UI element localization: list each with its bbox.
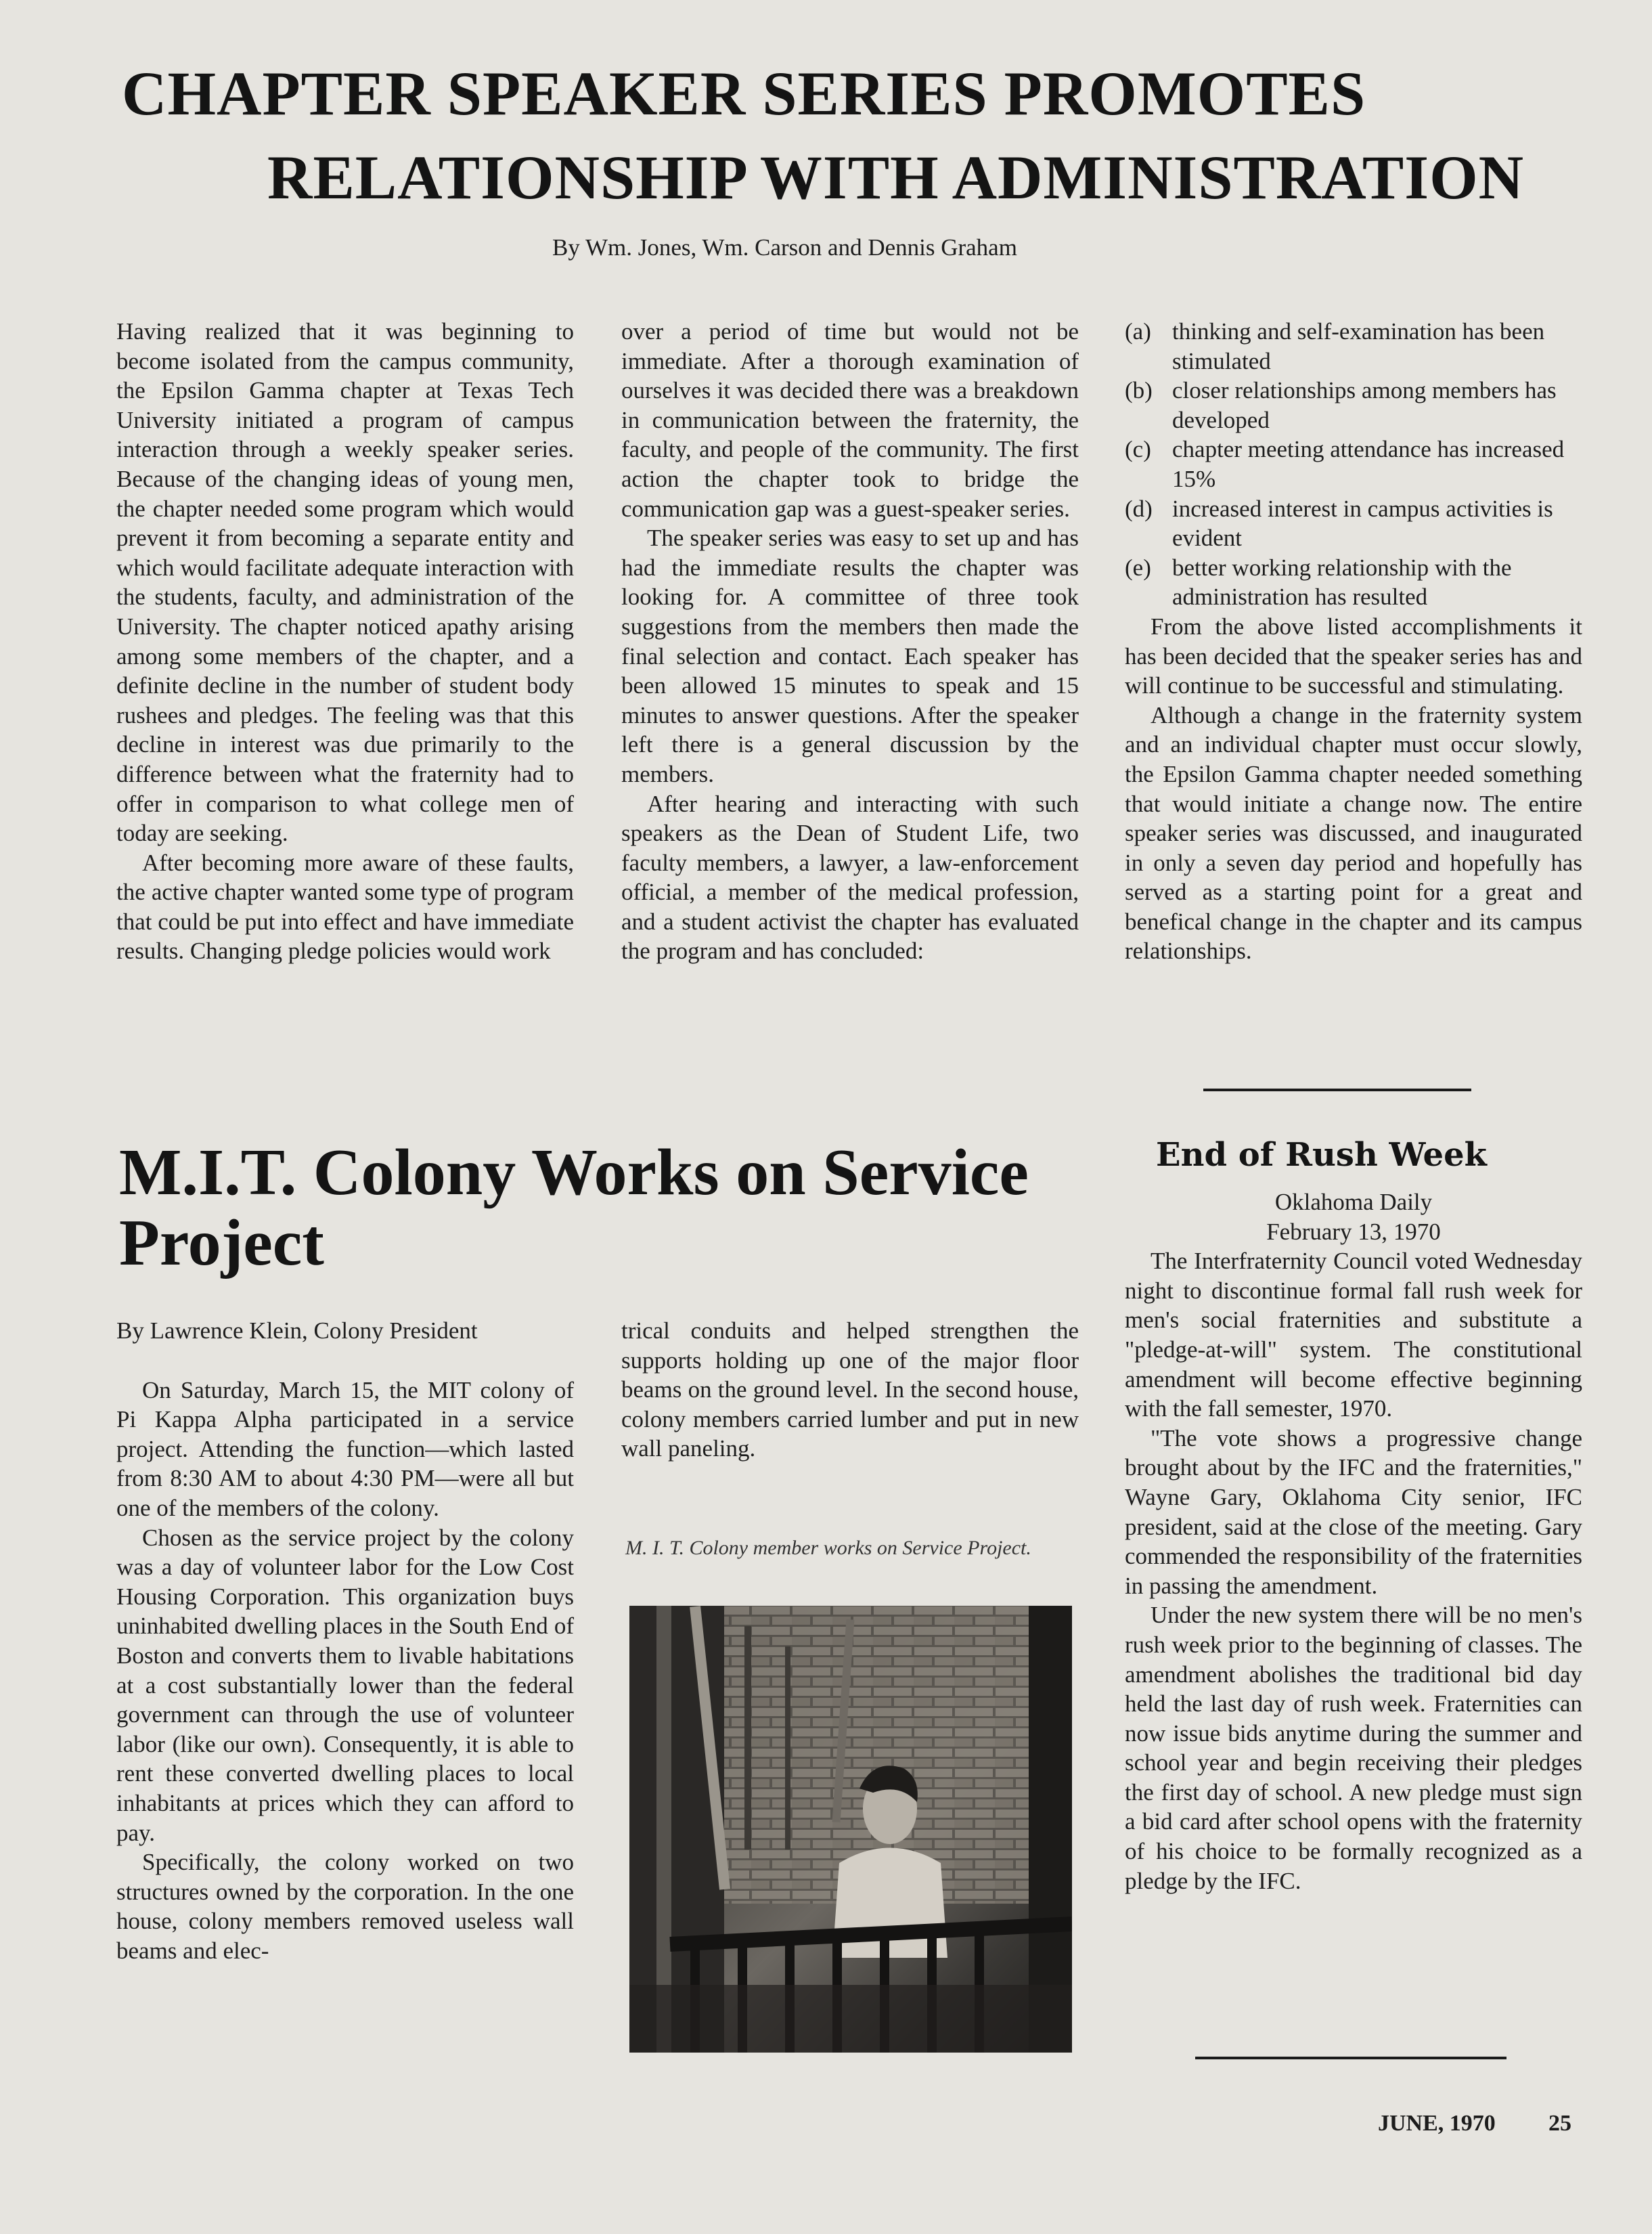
article3-title: End of Rush Week xyxy=(1156,1136,1487,1174)
article2-title xyxy=(119,1137,1100,1278)
photo-illustration xyxy=(629,1606,1072,2053)
article2-column-2 xyxy=(621,1316,1079,1464)
article1-title-line1: CHAPTER SPEAKER SERIES PROMOTES xyxy=(122,59,1366,128)
list-text: chapter meeting attendance has increased 15% xyxy=(1172,436,1565,492)
article1-byline: By Wm. Jones, Wm. Carson and Dennis Graham xyxy=(552,234,1017,261)
article1-column-2 xyxy=(621,317,1079,966)
list-item xyxy=(1125,435,1582,494)
paragraph: After becoming more aware of these faults, the active chapter wanted some type of program that could be put into effect and have immediate results. Changing pledge policies would work xyxy=(116,849,574,965)
article1-column-1 xyxy=(116,317,574,966)
article3-date: February 13, 1970 xyxy=(1266,1218,1441,1245)
article1-column-3 xyxy=(1125,317,1582,966)
paragraph: The speaker series was easy to set up and has had the immediate results the chapter was looking for. A committee of three took suggestions from the members then made the final selection and contact. Each speaker has been allowed 15 minutes to speak and 15 minutes to answer questions. After the speaker left there is a general discussion by the members. xyxy=(621,525,1079,787)
list-label: (e) xyxy=(1125,554,1151,581)
article3-source: Oklahoma Daily xyxy=(1274,1189,1433,1215)
list-item xyxy=(1125,553,1582,612)
paragraph: On Saturday, March 15, the MIT colony of Pi Kappa Alpha participated in a service project. Attending the function—which lasted from 8:30 AM to about 4:30 PM—were all but one of the members of the colony. xyxy=(116,1376,574,1521)
list-item xyxy=(1125,317,1582,376)
list-text: closer relationships among members has developed xyxy=(1172,377,1557,433)
list-text: thinking and self-examination has been stimulated xyxy=(1172,318,1545,374)
article1-title-line2: RELATIONSHIP WITH ADMINISTRATION xyxy=(267,143,1525,212)
paragraph: Although a change in the fraternity system and an individual chapter must occur slowly, the Epsilon Gamma chapter needed something that would initiate a change now. The entire speaker series was discussed, and inaugurated in only a seven day period and hopefully has served as a starting point for a great and benefical change in the chapter and its campus relationships. xyxy=(1125,701,1582,965)
list-item xyxy=(1125,376,1582,435)
paragraph: trical conduits and helped strengthen the supports holding up one of the major floor beams on the ground level. In the second house, colony members carried lumber and put in new wall paneling. xyxy=(621,1317,1079,1462)
paragraph: Having realized that it was beginning to become isolated from the campus community, the Epsilon Gamma chapter at Texas Tech University initiated a program of campus interaction through a weekly speaker series. Because of the changing ideas of young men, the chapter needed some program which would prevent it from becoming a separate entity and which would facilitate adequate interaction with the students, faculty, and administration of the University. The chapter noticed apathy arising among some members of the chapter, and a definite decline in the number of student body rushees and pledges. The feeling was that this decline in interest was due primarily to the difference between what the fraternity had to offer in comparison to what college men of today are seeking. xyxy=(116,318,574,847)
list-label: (b) xyxy=(1125,377,1153,404)
list-label: (a) xyxy=(1125,318,1151,345)
paragraph: From the above listed accomplishments it has been decided that the speaker series has and will continue to be successful and stimulating. xyxy=(1125,613,1582,699)
photo-caption: M. I. T. Colony member works on Service Project. xyxy=(625,1537,1031,1559)
list-text: increased interest in campus activities is evident xyxy=(1172,495,1553,552)
article2-column-1 xyxy=(116,1316,574,1965)
paragraph: over a period of time but would not be immediate. After a thorough examination of ourselves it was decided there was a breakdown in communication between the fraternity, the faculty, and people of the community. The first action the chapter took to bridge the communication gap was a guest-speaker series. xyxy=(621,318,1079,522)
paragraph: "The vote shows a progressive change brought about by the IFC and the fraternities," Wayne Gary, Oklahoma City senior, IFC president, said at the close of the meeting. Gary commended the responsibility of the fraternities in passing the amendment. xyxy=(1125,1424,1582,1599)
list-label: (c) xyxy=(1125,436,1151,463)
list-item xyxy=(1125,494,1582,553)
paragraph: After hearing and interacting with such speakers as the Dean of Student Life, two faculty members, a lawyer, a law-enforcement official, a member of the medical profession, and a student activist the chapter has evaluated the program and has concluded: xyxy=(621,790,1079,965)
service-project-photo xyxy=(629,1606,1072,2053)
paragraph: The Interfraternity Council voted Wednesday night to discontinue formal fall rush week for men's social fraternities and substitute a "pledge-at-will" system. The constitutional amendment will become effective beginning with the fall semester, 1970. xyxy=(1125,1248,1582,1422)
footer-issue-date: JUNE, 1970 xyxy=(1378,2111,1496,2136)
article3-column xyxy=(1125,1187,1582,1896)
article2-title-line1: M.I.T. Colony Works on Service xyxy=(119,1136,1029,1209)
paragraph: Under the new system there will be no men's rush week prior to the beginning of classes. The amendment abolishes the traditional bid day held the last day of rush week. Fraternities can now issue bids anytime during the summer and school year and begin receiving their pledges the first day of school. A new pledge must sign a bid card after school opens with the fraternity of his choice to be formally recognized as a pledge by the IFC. xyxy=(1125,1602,1582,1894)
list-label: (d) xyxy=(1125,495,1153,522)
article2-byline: By Lawrence Klein, Colony President xyxy=(116,1317,478,1344)
section-divider xyxy=(1203,1089,1471,1091)
list-text: better working relationship with the administration has resulted xyxy=(1172,554,1512,611)
paragraph: Chosen as the service project by the colony was a day of volunteer labor for the Low Cost Housing Corporation. This organization buys uninhabited dwelling places in the South End of Boston and converts them to livable habitations at a cost substantially lower than the federal government can through the use of volunteer labor (like our own). Consequently, it is able to rent these converted dwelling places to local inhabitants at prices which they can afford to pay. xyxy=(116,1524,574,1846)
article2-title-line2: Project xyxy=(119,1206,324,1279)
page-number: 25 xyxy=(1548,2111,1571,2136)
section-divider xyxy=(1195,2057,1506,2059)
paragraph: Specifically, the colony worked on two structures owned by the corporation. In the one house, colony members removed useless wall beams and elec- xyxy=(116,1849,574,1964)
